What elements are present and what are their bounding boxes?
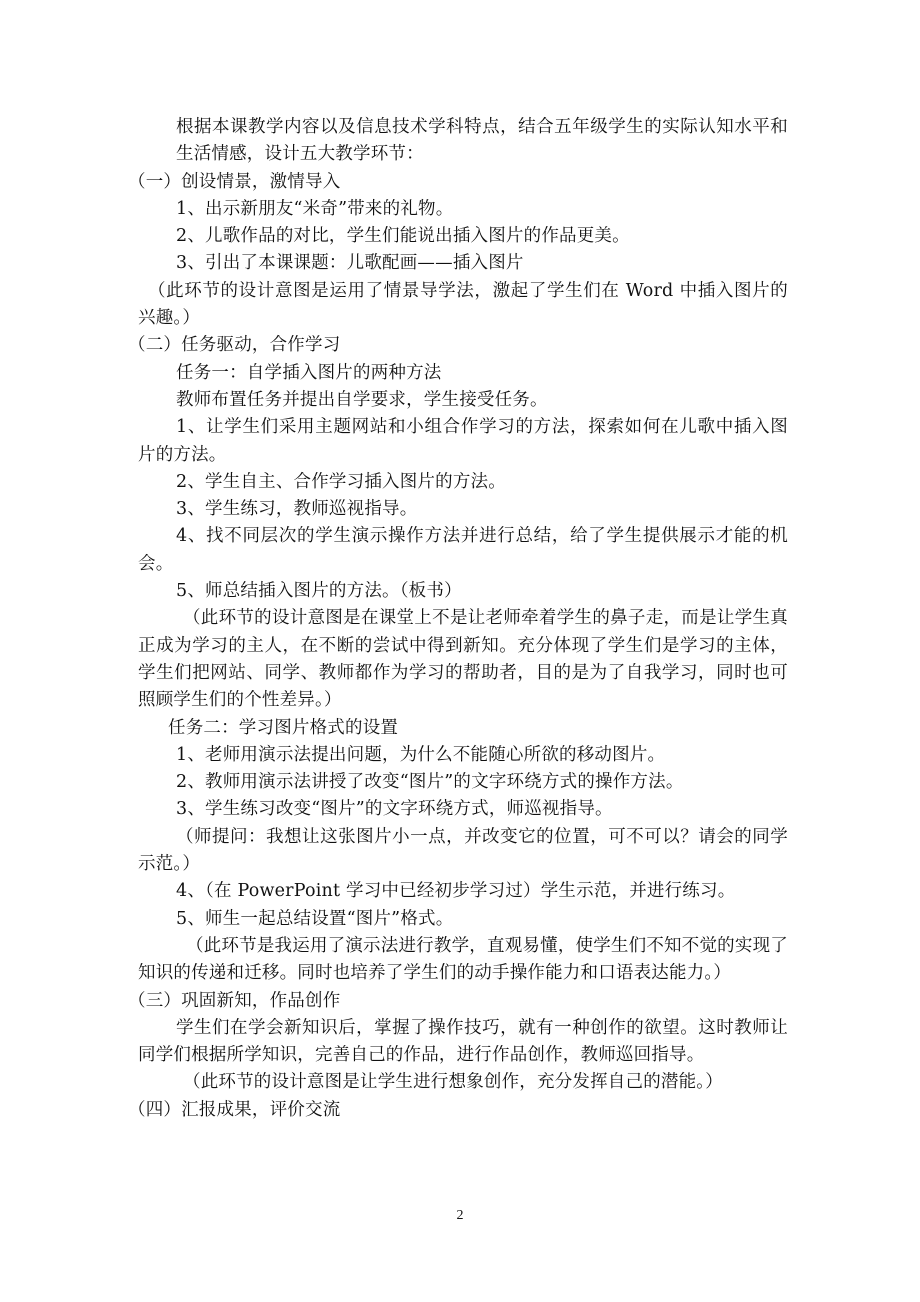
list-item: 1、出示新朋友“米奇”带来的礼物。 — [176, 198, 454, 219]
list-item: 2、学生自主、合作学习插入图片的方法。 — [176, 471, 506, 492]
teacher-question: （师提问：我想让这张图片小一点，并改变它的位置，可不可以？请会的同学示范。） — [138, 826, 788, 875]
list-item: 1、让学生们采用主题网站和小组合作学习的方法，探索如何在儿歌中插入图片的方法。 — [138, 417, 788, 465]
document-body — [128, 114, 788, 1124]
section-heading-1: （一）创设情景，激情导入 — [128, 171, 341, 192]
design-note: （此环节的设计意图是运用了情景导学法，激起了学生们在 Word 中插入图片的兴趣。） — [138, 280, 788, 329]
list-item: 5、师生一起总结设置“图片”格式。 — [176, 908, 454, 929]
list-item: 2、儿歌作品的对比，学生们能说出插入图片的作品更美。 — [176, 226, 630, 247]
section-heading-4: （四）汇报成果，评价交流 — [128, 1099, 341, 1120]
intro-paragraph: 根据本课教学内容以及信息技术学科特点，结合五年级学生的实际认知水平和生活情感，设计五大教学环节： — [176, 117, 788, 165]
list-item: 3、引出了本课课题：儿歌配画——插入图片 — [176, 253, 524, 274]
list-item: 4、找不同层次的学生演示操作方法并进行总结，给了学生提供展示才能的机会。 — [138, 526, 788, 574]
list-item: 4、（在 PowerPoint 学习中已经初步学习过）学生示范，并进行练习。 — [176, 881, 736, 902]
design-note: （此环节的设计意图是在课堂上不是让老师牵着学生的鼻子走，而是让学生真正成为学习的主人，在不断的尝试中得到新知。充分体现了学生们是学习的主体，学生们把网站、同学、教师都作为学习的帮助者，目的是为了自我学习，同时也可照顾学生们的个性差异。） — [138, 608, 788, 711]
task-lead: 教师布置任务并提出自学要求，学生接受任务。 — [176, 389, 548, 410]
task-title: 任务一：自学插入图片的两种方法 — [176, 362, 442, 383]
section-heading-2: （二）任务驱动，合作学习 — [128, 335, 341, 356]
list-item: 3、学生练习改变“图片”的文字环绕方式，师巡视指导。 — [176, 799, 613, 820]
task-title: 任务二：学习图片格式的设置 — [168, 717, 399, 738]
section-heading-3: （三）巩固新知，作品创作 — [128, 990, 341, 1011]
list-item: 2、教师用演示法讲授了改变“图片”的文字环绕方式的操作方法。 — [176, 772, 684, 793]
list-item: 5、师总结插入图片的方法。（板书） — [176, 581, 462, 602]
design-note: （此环节是我运用了演示法进行教学，直观易懂，使学生们不知不觉的实现了知识的传递和迁移。同时也培养了学生们的动手操作能力和口语表达能力。） — [138, 935, 788, 984]
list-item: 1、老师用演示法提出问题，为什么不能随心所欲的移动图片。 — [176, 744, 666, 765]
page-number: 2 — [456, 1208, 464, 1223]
list-item: 3、学生练习，教师巡视指导。 — [176, 499, 418, 520]
section-paragraph: 学生们在学会新知识后，掌握了操作技巧，就有一种创作的欲望。这时教师让同学们根据所学知识，完善自己的作品，进行作品创作，教师巡回指导。 — [138, 1017, 788, 1066]
design-note: （此环节的设计意图是让学生进行想象创作，充分发挥自己的潜能。） — [183, 1072, 723, 1093]
